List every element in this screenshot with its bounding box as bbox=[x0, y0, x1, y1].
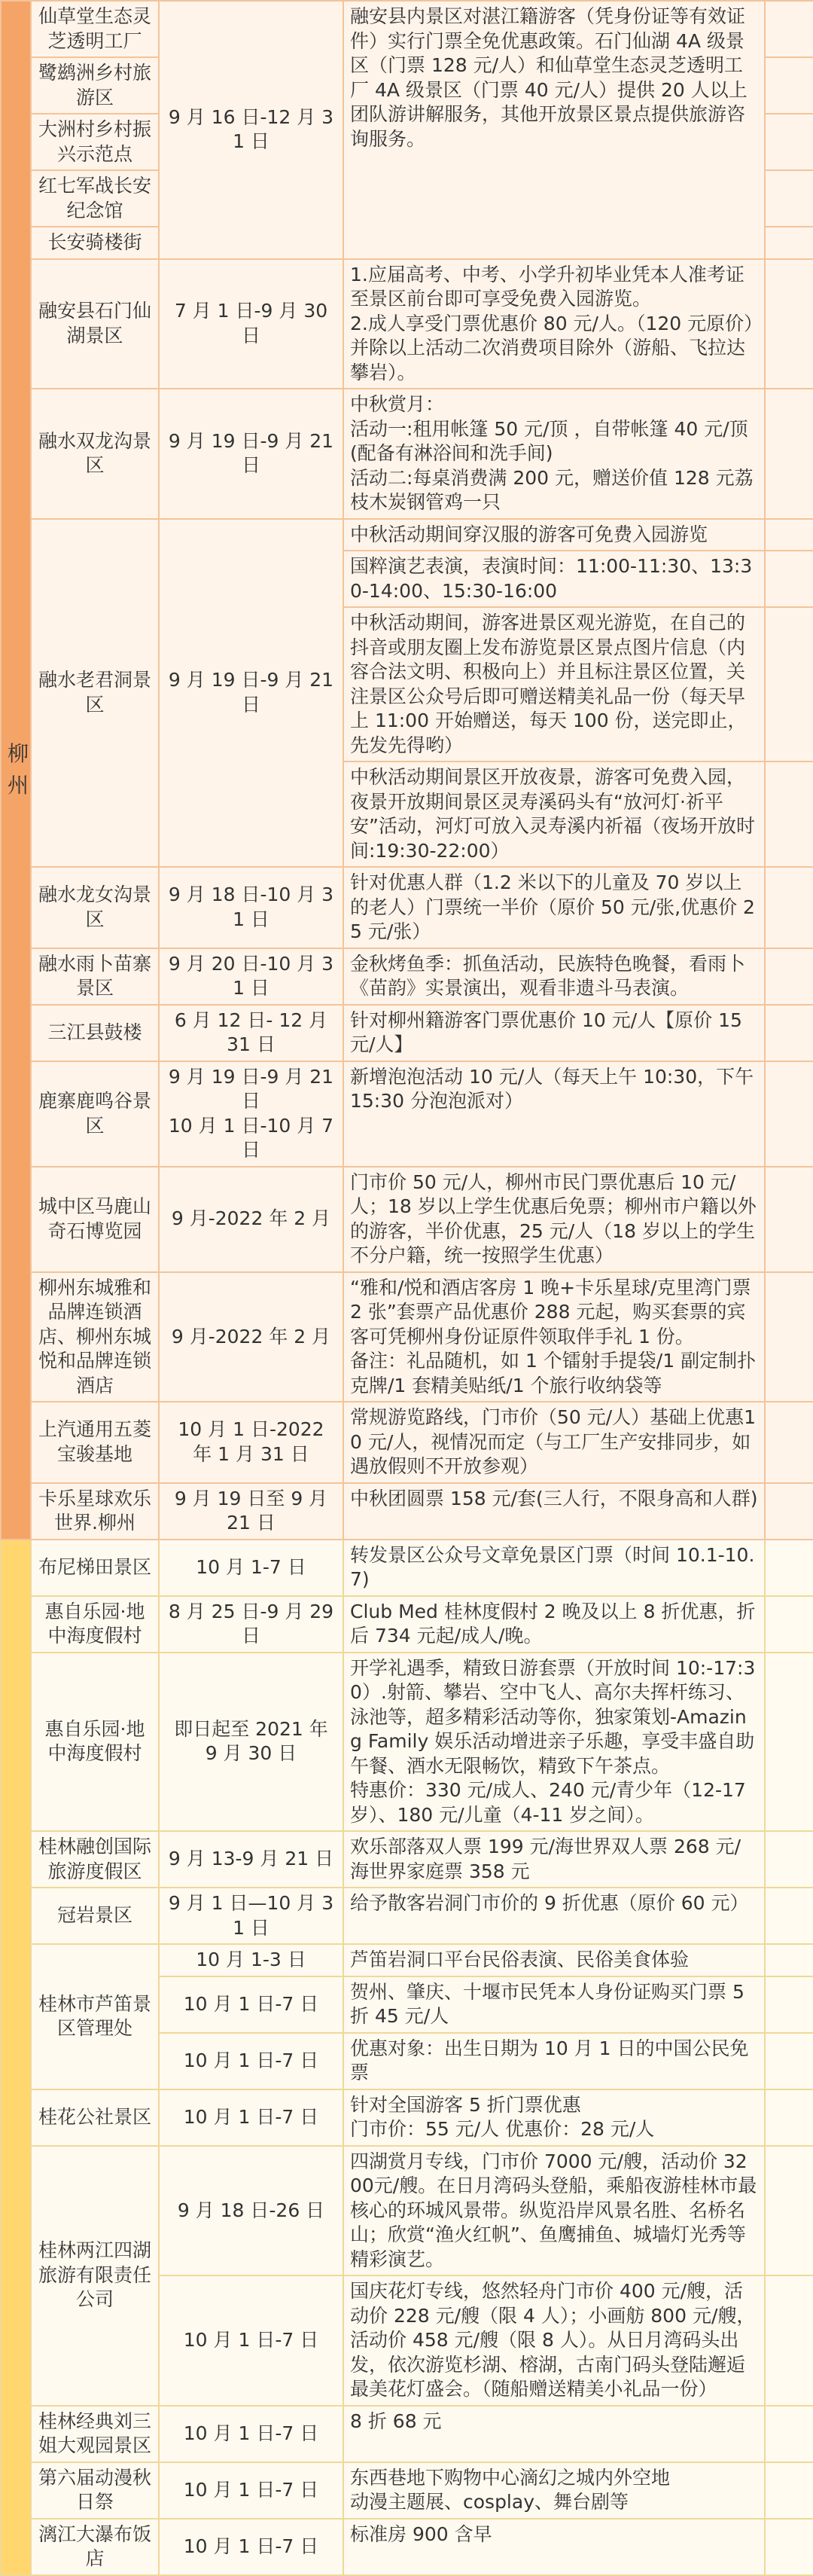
blank-cell bbox=[765, 1596, 813, 1653]
date-range: 10 月 1 日-7 日 bbox=[159, 2275, 343, 2406]
offer-description: 8 折 68 元 bbox=[343, 2406, 765, 2462]
blank-cell bbox=[765, 1272, 813, 1402]
blank-cell bbox=[765, 1483, 813, 1540]
blank-cell bbox=[765, 2089, 813, 2146]
offer-description: 国庆花灯专线，悠然轻舟门市价 400 元/艘，活动价 228 元/艘（限 4 人）；小画舫 800 元/艘，活动价 458 元/艘（限 8 人）。从日月湾码头出发，依次游览杉湖、榕湖，古南门码头登陆邂逅最美花灯盛会。（随船赠送精美小礼品一份） bbox=[343, 2275, 765, 2406]
venue-name: 融水老君洞景区 bbox=[31, 519, 159, 868]
venue-name: 融安县石门仙湖景区 bbox=[31, 259, 159, 389]
venue-name: 融水雨卜苗寨景区 bbox=[31, 948, 159, 1005]
venue-name: 惠自乐园·地中海度假村 bbox=[31, 1596, 159, 1653]
venue-name: 上汽通用五菱宝骏基地 bbox=[31, 1402, 159, 1483]
venue-name: 融水龙女沟景区 bbox=[31, 867, 159, 948]
blank-cell bbox=[765, 2406, 813, 2462]
offer-description: “雅和/悦和酒店客房 1 晚+卡乐星球/克里湾门票2 张”套票产品优惠价 288 元起，购买套票的宾客可凭柳州身份证原件领取伴手礼 1 份。 备注：礼品随机，如 1 个镭射手提袋/1 副定制扑克牌/1 套精美贴纸/1 个旅行收纳袋等 bbox=[343, 1272, 765, 1402]
date-range: 即日起至 2021 年 9 月 30 日 bbox=[159, 1653, 343, 1832]
blank-cell bbox=[765, 2033, 813, 2089]
blank-cell bbox=[765, 1831, 813, 1888]
blank-cell bbox=[765, 519, 813, 551]
blank-cell bbox=[765, 1540, 813, 1596]
offer-description: 开学礼遇季，精致日游套票（开放时间 10:-17:30）.射箭、攀岩、空中飞人、高尔夫挥杆练习、泳池等，超多精彩活动等你，独家策划-Amazing Family 娱乐活动增进亲子乐趣，享受丰盛自助午餐、酒水无限畅饮，精致下午茶点。 特惠价：330 元/成人、240 元/青少年（12-17 岁）、180 元/儿童（4-11 岁之间）。 bbox=[343, 1653, 765, 1832]
offer-description: 四湖赏月专线，门市价 7000 元/艘，活动价 3200元/艘。在日月湾码头登船，乘船夜游桂林市最核心的环城风景带。纵览沿岸风景名胜、名桥名山；欣赏“渔火红帆”、鱼鹰捕鱼、城墙灯光秀等精彩演艺。 bbox=[343, 2146, 765, 2276]
blank-cell bbox=[765, 1167, 813, 1272]
region-cell-liuzhou: 柳州 bbox=[1, 1, 31, 1540]
offer-description: 国粹演艺表演，表演时间：11:00-11:30、13:30-14:00、15:30-16:00 bbox=[343, 551, 765, 607]
venue-name: 卡乐星球欢乐世界.柳州 bbox=[31, 1483, 159, 1540]
blank-cell bbox=[765, 2146, 813, 2276]
blank-cell bbox=[765, 114, 813, 170]
date-range: 9 月 20 日-10 月 31 日 bbox=[159, 948, 343, 1005]
date-range: 10 月 1 日-2022 年 1 月 31 日 bbox=[159, 1402, 343, 1483]
blank-cell bbox=[765, 1, 813, 57]
venue-name: 鹿寨鹿鸣谷景区 bbox=[31, 1061, 159, 1167]
date-range: 10 月 1-3 日 bbox=[159, 1944, 343, 1976]
region-cell-guilin bbox=[1, 1540, 31, 2575]
venue-name: 第六届动漫秋日祭 bbox=[31, 2462, 159, 2519]
offer-description: 中秋团圆票 158 元/套(三人行，不限身高和人群) bbox=[343, 1483, 765, 1540]
offer-description: 针对柳州籍游客门票优惠价 10 元/人【原价 15 元/人】 bbox=[343, 1005, 765, 1061]
venue-name: 漓江大瀑布饭店 bbox=[31, 2519, 159, 2575]
venue-name: 桂花公社景区 bbox=[31, 2089, 159, 2146]
venue-name: 桂林经典刘三姐大观园景区 bbox=[31, 2406, 159, 2462]
venue-name: 长安骑楼街 bbox=[31, 227, 159, 259]
blank-cell bbox=[765, 57, 813, 114]
offer-description: Club Med 桂林度假村 2 晚及以上 8 折优惠，折后 734 元起/成人/晚。 bbox=[343, 1596, 765, 1653]
offer-description: 转发景区公众号文章免景区门票（时间 10.1-10.7) bbox=[343, 1540, 765, 1596]
date-range: 9 月 13-9 月 21 日 bbox=[159, 1831, 343, 1888]
venue-name: 鹭鹚洲乡村旅游区 bbox=[31, 57, 159, 114]
date-range: 10 月 1-7 日 bbox=[159, 1540, 343, 1596]
blank-cell bbox=[765, 1061, 813, 1167]
offer-description: 中秋赏月： 活动一:租用帐篷 50 元/顶 ，自带帐篷 40 元/顶(配备有淋浴间和洗手间) 活动二:每桌消费满 200 元，赠送价值 128 元荔枝木炭钢管鸡一只 bbox=[343, 389, 765, 519]
date-range: 10 月 1 日-7 日 bbox=[159, 2089, 343, 2146]
date-range: 10 月 1 日-7 日 bbox=[159, 1976, 343, 2033]
venue-name: 布尼梯田景区 bbox=[31, 1540, 159, 1596]
offer-description: 芦笛岩洞口平台民俗表演、民俗美食体验 bbox=[343, 1944, 765, 1976]
venue-name: 城中区马鹿山奇石博览园 bbox=[31, 1167, 159, 1272]
blank-cell bbox=[765, 170, 813, 227]
blank-cell bbox=[765, 1888, 813, 1944]
date-range: 9 月 16 日-12 月 31 日 bbox=[159, 1, 343, 259]
offer-description: 贺州、肇庆、十堰市民凭本人身份证购买门票 5 折 45 元/人 bbox=[343, 1976, 765, 2033]
date-range: 10 月 1 日-7 日 bbox=[159, 2033, 343, 2089]
date-range: 9 月 19 日-9 月 21 日 bbox=[159, 519, 343, 868]
venue-name: 仙草堂生态灵芝透明工厂 bbox=[31, 1, 159, 57]
offer-description: 欢乐部落双人票 199 元/海世界双人票 268 元/海世界家庭票 358 元 bbox=[343, 1831, 765, 1888]
date-range: 10 月 1 日-7 日 bbox=[159, 2462, 343, 2519]
date-range: 7 月 1 日-9 月 30 日 bbox=[159, 259, 343, 389]
date-range: 10 月 1 日-7 日 bbox=[159, 2406, 343, 2462]
offer-description: 融安县内景区对湛江籍游客（凭身份证等有效证件）实行门票全免优惠政策。石门仙湖 4A 级景区（门票 128 元/人）和仙草堂生态灵芝透明工厂 4A 级景区（门票 40 元/人）提供 20 人以上团队游讲解服务，其他开放景区景点提供旅游咨询服务。 bbox=[343, 1, 765, 259]
blank-cell bbox=[765, 2519, 813, 2575]
offer-description: 优惠对象：出生日期为 10 月 1 日的中国公民免票 bbox=[343, 2033, 765, 2089]
offer-description: 标准房 900 含早 bbox=[343, 2519, 765, 2575]
date-range: 9 月 19 日至 9 月 21 日 bbox=[159, 1483, 343, 1540]
blank-cell bbox=[765, 948, 813, 1005]
blank-cell bbox=[765, 607, 813, 762]
blank-cell bbox=[765, 1653, 813, 1832]
blank-cell bbox=[765, 2462, 813, 2519]
offer-description: 东西巷地下购物中心滴幻之城内外空地 动漫主题展、cosplay、舞台剧等 bbox=[343, 2462, 765, 2519]
venue-name: 冠岩景区 bbox=[31, 1888, 159, 1944]
venue-name: 桂林两江四湖旅游有限责任公司 bbox=[31, 2146, 159, 2406]
venue-name: 融水双龙沟景区 bbox=[31, 389, 159, 519]
offer-description: 中秋活动期间穿汉服的游客可免费入园游览 bbox=[343, 519, 765, 551]
blank-cell bbox=[765, 259, 813, 389]
offer-description: 中秋活动期间景区开放夜景，游客可免费入园，夜景开放期间景区灵寿溪码头有“放河灯·祈平安”活动，河灯可放入灵寿溪内祈福（夜场开放时间:19:30-22:00） bbox=[343, 762, 765, 867]
date-range: 8 月 25 日-9 月 29 日 bbox=[159, 1596, 343, 1653]
blank-cell bbox=[765, 227, 813, 259]
date-range: 9 月 19 日-9 月 21 日 10 月 1 日-10 月 7 日 bbox=[159, 1061, 343, 1167]
venue-name: 惠自乐园·地中海度假村 bbox=[31, 1653, 159, 1832]
date-range: 10 月 1 日-7 日 bbox=[159, 2519, 343, 2575]
offer-description: 常规游览路线，门市价（50 元/人）基础上优惠10 元/人，视情况而定（与工厂生产安排同步，如遇放假则不开放参观） bbox=[343, 1402, 765, 1483]
date-range: 9 月-2022 年 2 月 bbox=[159, 1167, 343, 1272]
blank-cell bbox=[765, 762, 813, 867]
offer-description: 门市价 50 元/人，柳州市民门票优惠后 10 元/人；18 岁以上学生优惠后免票；柳州市户籍以外的游客，半价优惠，25 元/人（18 岁以上的学生不分户籍，统一按照学生优惠） bbox=[343, 1167, 765, 1272]
offer-description: 针对优惠人群（1.2 米以下的儿童及 70 岁以上的老人）门票统一半价（原价 50 元/张,优惠价 25 元/张） bbox=[343, 867, 765, 948]
venue-name: 大洲村乡村振兴示范点 bbox=[31, 114, 159, 170]
offer-description: 给予散客岩洞门市价的 9 折优惠（原价 60 元） bbox=[343, 1888, 765, 1944]
date-range: 9 月 18 日-26 日 bbox=[159, 2146, 343, 2276]
date-range: 9 月 19 日-9 月 21 日 bbox=[159, 389, 343, 519]
venue-name: 桂林市芦笛景区管理处 bbox=[31, 1944, 159, 2089]
blank-cell bbox=[765, 867, 813, 948]
date-range: 9 月-2022 年 2 月 bbox=[159, 1272, 343, 1402]
blank-cell bbox=[765, 1976, 813, 2033]
blank-cell bbox=[765, 2275, 813, 2406]
date-range: 9 月 1 日—10 月 31 日 bbox=[159, 1888, 343, 1944]
blank-cell bbox=[765, 551, 813, 607]
offer-description: 金秋烤鱼季：抓鱼活动，民族特色晚餐，看雨卜《苗韵》实景演出，观看非遗斗马表演。 bbox=[343, 948, 765, 1005]
blank-cell bbox=[765, 1402, 813, 1483]
offer-description: 新增泡泡活动 10 元/人（每天上午 10:30，下午 15:30 分泡泡派对） bbox=[343, 1061, 765, 1167]
venue-name: 红七军战长安纪念馆 bbox=[31, 170, 159, 227]
venue-name: 桂林融创国际旅游度假区 bbox=[31, 1831, 159, 1888]
offer-description: 中秋活动期间，游客进景区观光游览，在自己的抖音或朋友圈上发布游览景区景点图片信息（内容合法文明、积极向上）并且标注景区位置，关注景区公众号后即可赠送精美礼品一份（每天早上 11:00 开始赠送，每天 100 份，送完即止，先发先得哟） bbox=[343, 607, 765, 762]
date-range: 6 月 12 日- 12 月 31 日 bbox=[159, 1005, 343, 1061]
date-range: 9 月 18 日-10 月 31 日 bbox=[159, 867, 343, 948]
offer-description: 1.应届高考、中考、小学升初毕业凭本人准考证至景区前台即可享受免费入园游览。 2.成人享受门票优惠价 80 元/人。（120 元原价）并除以上活动二次消费项目除外（游船、飞拉达攀岩）。 bbox=[343, 259, 765, 389]
venue-name: 三江县鼓楼 bbox=[31, 1005, 159, 1061]
blank-cell bbox=[765, 389, 813, 519]
blank-cell bbox=[765, 1944, 813, 1976]
offer-description: 针对全国游客 5 折门票优惠 门市价：55 元/人 优惠价：28 元/人 bbox=[343, 2089, 765, 2146]
blank-cell bbox=[765, 1005, 813, 1061]
venue-name: 柳州东城雅和品牌连锁酒店、柳州东城悦和品牌连锁酒店 bbox=[31, 1272, 159, 1402]
